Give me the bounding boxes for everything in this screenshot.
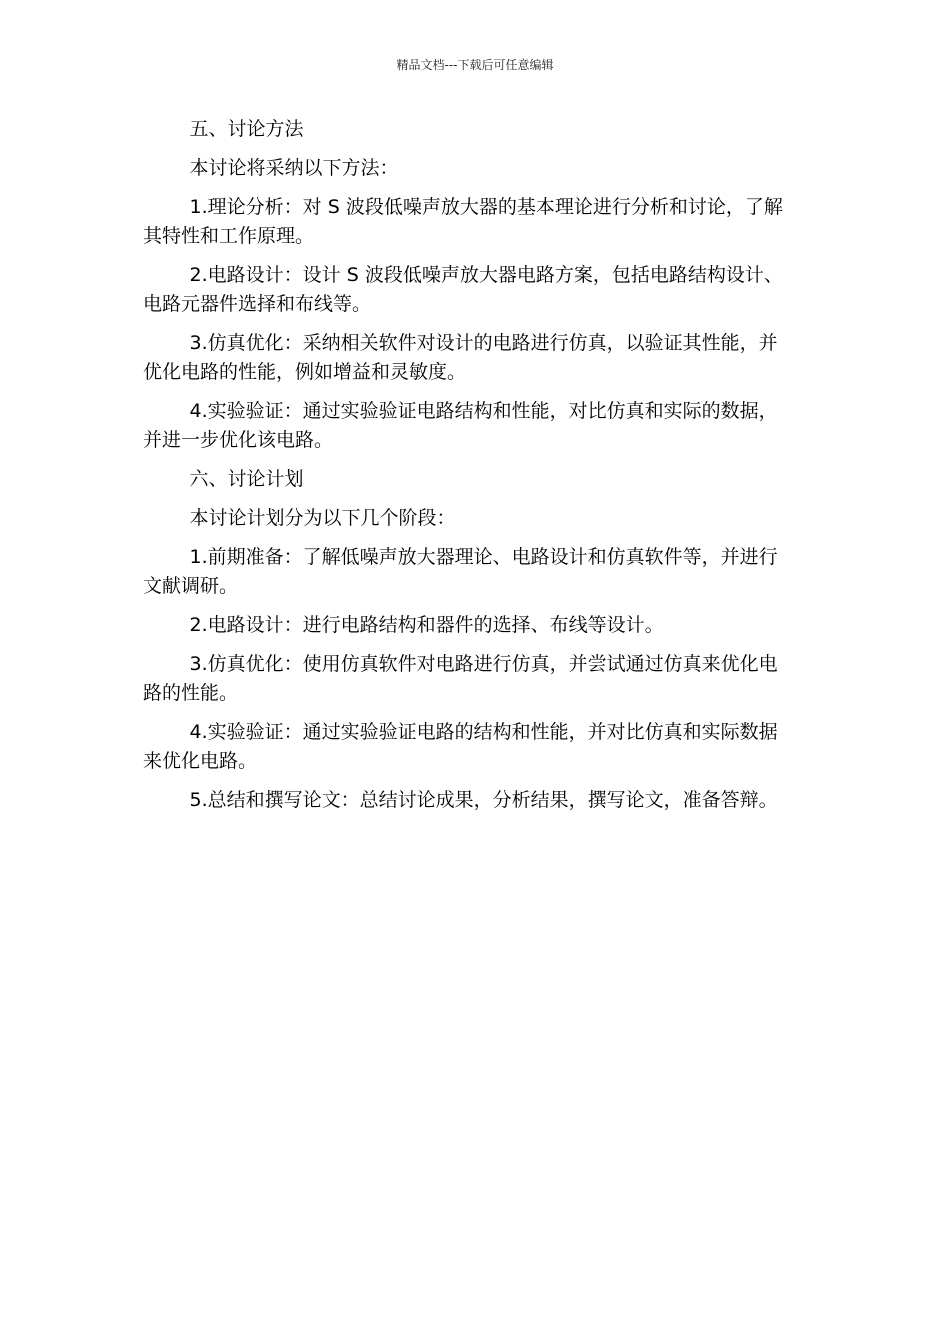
paragraph: 1.理论分析：对 S 波段低噪声放大器的基本理论进行分析和讨论，了解其特性和工作原理。	[143, 196, 783, 247]
paragraph: 本讨论计划分为以下几个阶段：	[189, 507, 456, 529]
section-heading-methods: 五、讨论方法	[189, 118, 304, 140]
paragraph: 2.电路设计：设计 S 波段低噪声放大器电路方案，包括电路结构设计、电路元器件选择和布线等。	[143, 264, 783, 315]
section-heading-plan: 六、讨论计划	[189, 468, 304, 490]
paragraph: 本讨论将采纳以下方法：	[189, 157, 399, 179]
paragraph: 5.总结和撰写论文：总结讨论成果，分析结果，撰写论文，准备答辩。	[189, 789, 778, 811]
paragraph: 3.仿真优化：使用仿真软件对电路进行仿真，并尝试通过仿真来优化电路的性能。	[143, 653, 778, 704]
paragraph: 2.电路设计：进行电路结构和器件的选择、布线等设计。	[189, 614, 664, 636]
paragraph: 1.前期准备：了解低噪声放大器理论、电路设计和仿真软件等，并进行文献调研。	[143, 546, 778, 597]
paragraph: 4.实验验证：通过实验验证电路结构和性能，对比仿真和实际的数据，并进一步优化该电路。	[143, 400, 778, 451]
paragraph: 4.实验验证：通过实验验证电路的结构和性能，并对比仿真和实际数据来优化电路。	[143, 721, 778, 772]
paragraph: 3.仿真优化：采纳相关软件对设计的电路进行仿真，以验证其性能，并优化电路的性能，例如增益和灵敏度。	[143, 332, 778, 383]
document-body	[143, 115, 793, 825]
page-header: 精品文档---下载后可任意编辑	[396, 58, 554, 72]
